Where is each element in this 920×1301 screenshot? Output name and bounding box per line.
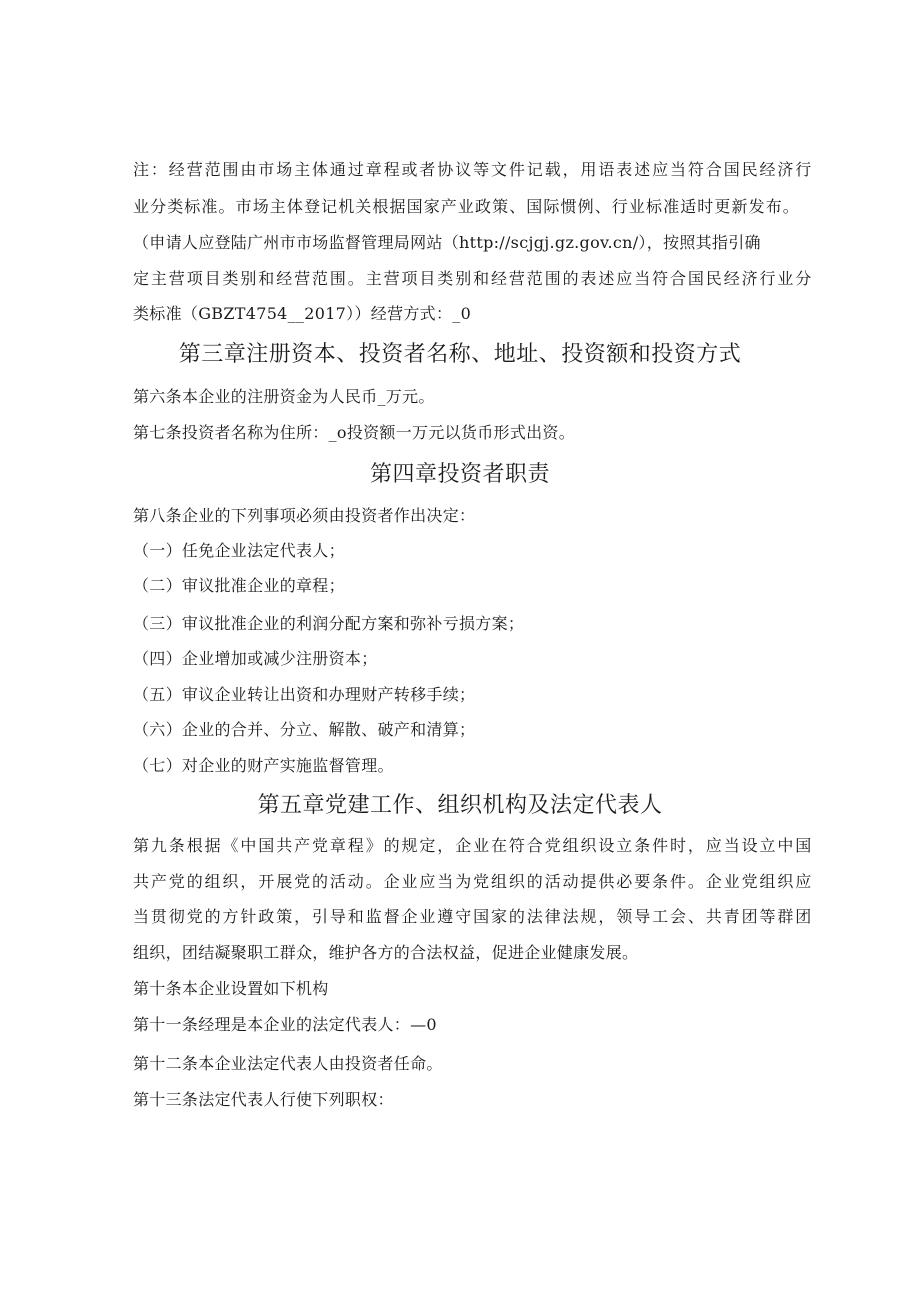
chapter-4-title: 第四章投资者职责 <box>369 462 550 487</box>
article-13: 第十三条法定代表人行使下列职权： <box>133 1090 394 1109</box>
article-11: 第十一条经理是本企业的法定代表人：—0 <box>133 1015 437 1034</box>
article-12: 第十二条本企业法定代表人由投资者任命。 <box>133 1054 443 1073</box>
article-8-item-6: （六）企业的合并、分立、解散、破产和清算； <box>133 720 476 739</box>
article-9-line-3: 当贯彻党的方针政策，引导和监督企业遵守国家的法律法规，领导工会、共青团等群团 <box>133 907 814 926</box>
article-8-item-7: （七）对企业的财产实施监督管理。 <box>133 756 394 775</box>
chapter-5-title: 第五章党建工作、组织机构及法定代表人 <box>257 793 663 818</box>
article-10: 第十条本企业设置如下机构 <box>133 979 329 998</box>
note-line-5: 类标准（GBZT4754__2017））经营方式：_0 <box>133 304 472 323</box>
article-8-item-3: （三）审议批准企业的利润分配方案和弥补亏损方案； <box>133 614 525 633</box>
note-line-4: 定主营项目类别和经营范围。主营项目类别和经营范围的表述应当符合国民经济行业分 <box>133 269 814 288</box>
article-9-line-2: 共产党的组织，开展党的活动。企业应当为党组织的活动提供必要条件。企业党组织应 <box>133 872 814 891</box>
note-line-3: （申请人应登陆广州市市场监督管理局网站（http://scjgj.gz.gov.cn/），按照其指引确 <box>133 233 761 252</box>
article-9-line-4: 组织，团结凝聚职工群众，维护各方的合法权益，促进企业健康发展。 <box>133 943 639 962</box>
article-6: 第六条本企业的注册资金为人民币_万元。 <box>133 387 435 406</box>
article-8-item-2: （二）审议批准企业的章程； <box>133 576 345 595</box>
article-8: 第八条企业的下列事项必须由投资者作出决定： <box>133 506 476 525</box>
article-7: 第七条投资者名称为住所：_o投资额一万元以货币形式出资。 <box>133 423 576 442</box>
article-8-item-1: （一）任免企业法定代表人； <box>133 541 345 560</box>
article-9-line-1: 第九条根据《中国共产党章程》的规定，企业在符合党组织设立条件时，应当设立中国 <box>133 836 814 855</box>
article-8-item-4: （四）企业增加或减少注册资本； <box>133 649 378 668</box>
chapter-3-title: 第三章注册资本、投资者名称、地址、投资额和投资方式 <box>178 342 742 367</box>
note-line-1: 注：经营范围由市场主体通过章程或者协议等文件记载，用语表述应当符合国民经济行 <box>133 160 814 179</box>
note-line-2: 业分类标准。市场主体登记机关根据国家产业政策、国际惯例、行业标准适时更新发布。 <box>133 197 800 216</box>
article-8-item-5: （五）审议企业转让出资和办理财产转移手续； <box>133 685 476 704</box>
